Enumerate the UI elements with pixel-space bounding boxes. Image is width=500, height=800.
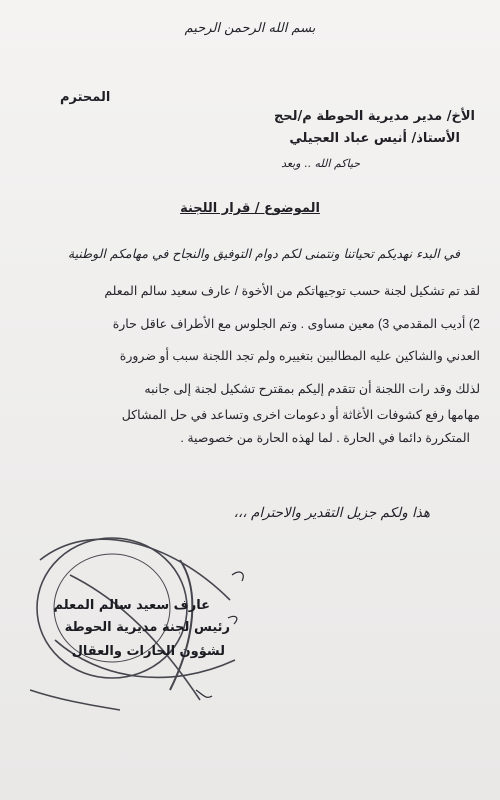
- recipient-line-2: الأستاذ/ أنيس عباد العجيلي: [289, 131, 460, 146]
- signatory-name: عارف سعيد سالم المعلم: [53, 598, 210, 613]
- body-line-3: العدني والشاكين عليه المطالبين بتغييره ولم تجد اللجنة سبب أو ضرورة: [119, 349, 480, 363]
- intro-line: في البدء نهديكم تحياتنا ونتمنى لكم دوام التوفيق والنجاح في مهامكم الوطنية: [67, 246, 460, 261]
- subject-line: الموضوع / قرار اللجنة: [180, 201, 320, 216]
- body-line-2: 2) أديب المقدمي 3) معين مساوى . وتم الجلوس مع الأطراف عاقل حارة: [112, 317, 480, 331]
- body-line-4: لذلك وقد رات اللجنة أن تتقدم إليكم بمقترح تشكيل لجنة إلى جانبه: [144, 382, 480, 396]
- signatory-title-2: لشؤون الحارات والعقال: [71, 644, 225, 659]
- signatory-title-1: رئيس لجنة مديرية الحوطة: [64, 620, 230, 635]
- basmala: بسم الله الرحمن الرحيم: [184, 21, 316, 36]
- body-line-6: المتكررة دائما في الحارة . لما لهذه الحارة من خصوصية .: [180, 431, 470, 445]
- recipient-line-1: الأخ/ مدير مديرية الحوطة م/لحج: [273, 109, 475, 124]
- body-line-1: لقد تم تشكيل لجنة حسب توجيهاتكم من الأخوة / عارف سعيد سالم المعلم: [104, 284, 480, 298]
- closing-line: هذا ولكم جزيل التقدير والاحترام ،،،: [233, 505, 430, 521]
- salutation-respected: المحترم: [60, 90, 111, 105]
- greeting: حياكم الله .. وبعد: [281, 157, 360, 170]
- body-line-5: مهامها رفع كشوفات الأغاثة أو دعومات اخرى وتساعد في حل المشاكل: [121, 408, 480, 422]
